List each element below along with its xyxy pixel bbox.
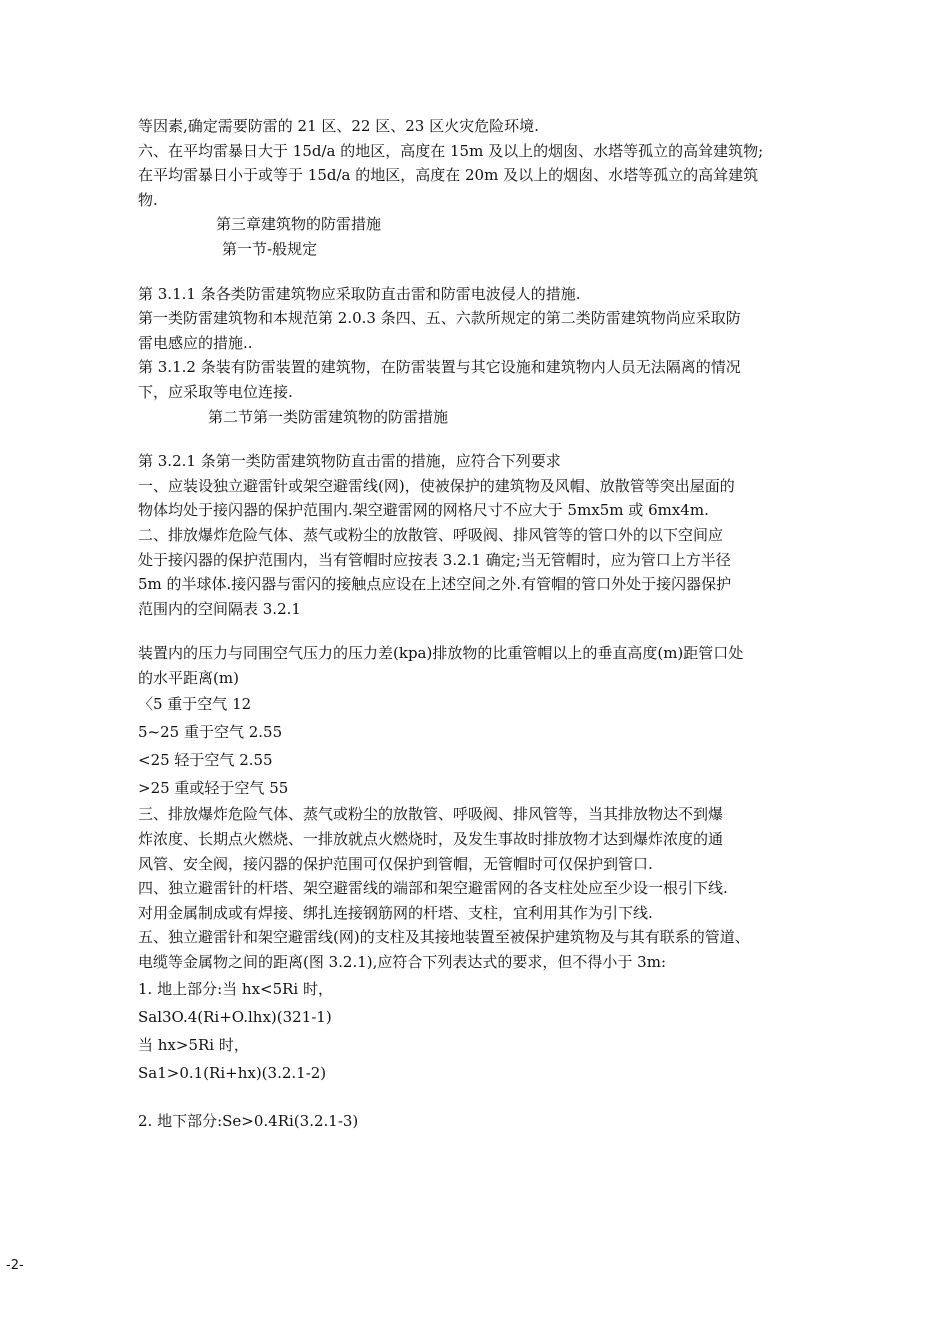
table-row: >25 重或轻于空气 55 — [138, 779, 289, 798]
chapter-title: 第三章建筑物的防雷措施 — [216, 215, 382, 234]
body-line: 对用金属制成或有焊接、绑扎连接钢筋网的杆塔、支柱，宜利用其作为引下线. — [138, 903, 653, 922]
body-line: 二、排放爆炸危险气体、蒸气或粉尘的放散管、呼吸阀、排风管等的管口外的以下空间应 — [138, 525, 724, 544]
body-line: 电缆等金属物之间的距离(图 3.2.1),应符合下列表达式的要求，但不得小于 3m: — [138, 953, 666, 972]
formula-line: Sal3O.4(Ri+O.lhx)(321-1) — [138, 1007, 332, 1026]
document-body — [138, 114, 828, 1135]
body-line: 炸浓度、长期点火燃烧、一排放就点火燃烧时，及发生事故时排放物才达到爆炸浓度的通 — [138, 830, 724, 849]
spacer — [138, 429, 828, 449]
spacer — [138, 1087, 828, 1107]
body-line: 等因素,确定需要防雷的 21 区、22 区、23 区火灾危险环境. — [138, 117, 539, 135]
formula-line: 当 hx>5Ri 时， — [138, 1035, 249, 1054]
body-line: 风管、安全阀，接闪器的保护范围可仅保护到管帽，无管帽时可仅保护到管口. — [138, 854, 653, 873]
formula-line: 1. 地上部分:当 hx<5Ri 时， — [138, 979, 333, 998]
body-line: 范围内的空间隔表 3.2.1 — [138, 599, 301, 618]
formula-line: Sa1>0.1(Ri+hx)(3.2.1-2) — [138, 1063, 327, 1082]
body-line: 处于接闪器的保护范围内，当有管帽时应按表 3.2.1 确定;当无管帽时，应为管口上方半径 — [138, 550, 731, 569]
body-line: 物. — [138, 190, 158, 209]
page-number: -2- — [6, 1258, 24, 1273]
table-header-line: 的水平距离(m) — [138, 668, 239, 687]
body-line: 雷电感应的措施.. — [138, 333, 253, 352]
section-title: 第一节-般规定 — [222, 239, 318, 258]
body-line: 5m 的半球体.接闪器与雷闪的接触点应设在上述空间之外.有管帽的管口外处于接闪器保护 — [138, 575, 732, 594]
body-line: 第 3.1.1 条各类防雷建筑物应采取防直击雷和防雷电波侵人的措施. — [138, 284, 581, 303]
body-line: 第一类防雷建筑物和本规范第 2.0.3 条四、五、六款所规定的第二类防雷建筑物尚应采取防 — [138, 309, 741, 328]
body-line: 四、独立避雷针的杆塔、架空避雷线的端部和架空避雷网的各支柱处应至少设一根引下线. — [138, 879, 728, 898]
table-row: 5~25 重于空气 2.55 — [138, 723, 283, 742]
body-line: 五、独立避雷针和架空避雷线(网)的支柱及其接地装置至被保护建筑物及与其有联系的管道、 — [138, 928, 750, 947]
section-title: 第二节第一类防雷建筑物的防雷措施 — [208, 407, 449, 426]
body-line: 在平均雷暴日小于或等于 15d/a 的地区，高度在 20m 及以上的烟囱、水塔等孤立的高耸建筑 — [138, 166, 759, 185]
body-line: 第 3.1.2 条装有防雷装置的建筑物，在防雷装置与其它设施和建筑物内人员无法隔离的情况 — [138, 358, 741, 377]
spacer — [138, 621, 828, 641]
table-header-line: 装置内的压力与同围空气压力的压力差(kpa)排放物的比重管帽以上的垂直高度(m)距管口处 — [138, 644, 744, 663]
body-line: 三、排放爆炸危险气体、蒸气或粉尘的放散管、呼吸阀、排风管等，当其排放物达不到爆 — [138, 805, 724, 824]
body-line: 第 3.2.1 条第一类防雷建筑物防直击雷的措施，应符合下列要求 — [138, 452, 561, 471]
table-row: <25 轻于空气 2.55 — [138, 751, 273, 770]
body-line: 物体均处于接闪器的保护范围内.架空避雷网的网格尺寸不应大于 5mx5m 或 6mx4m. — [138, 501, 709, 520]
table-row: 〈5 重于空气 12 — [138, 695, 252, 714]
body-line: 下，应采取等电位连接. — [138, 382, 293, 401]
body-line: 一、应装设独立避雷针或架空避雷线(网)，使被保护的建筑物及风帽、放散管等突出屋面的 — [138, 476, 735, 495]
body-line: 六、在平均雷暴日大于 15d/a 的地区，高度在 15m 及以上的烟囱、水塔等孤立的高耸建筑物; — [138, 141, 764, 160]
spacer — [138, 262, 828, 282]
formula-line: 2. 地下部分:Se>0.4Ri(3.2.1-3) — [138, 1111, 359, 1130]
